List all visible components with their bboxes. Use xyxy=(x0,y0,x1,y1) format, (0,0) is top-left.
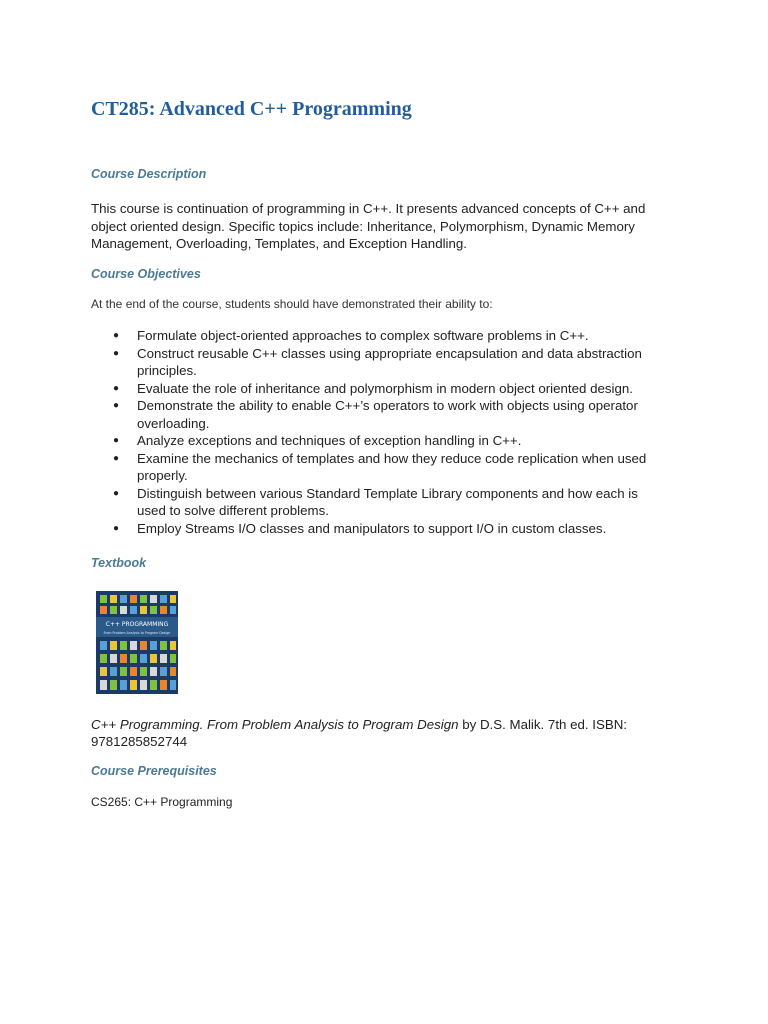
textbook-title: C++ Programming. From Problem Analysis to Program Design xyxy=(91,717,459,732)
description-line: This course is continuation of programming in C++. It presents advanced concepts of C++ and xyxy=(91,201,646,216)
objective-text: used to solve different problems. xyxy=(137,503,329,518)
prerequisite-text: CS265: C++ Programming xyxy=(91,795,233,809)
list-item xyxy=(0,397,646,432)
objective-text: Evaluate the role of inheritance and polymorphism in modern object oriented design. xyxy=(137,380,633,396)
objective-text: Examine the mechanics of templates and how they reduce code replication when used xyxy=(137,450,647,466)
objective-text: Employ Streams I/O classes and manipulators to support I/O in custom classes. xyxy=(137,520,607,536)
objective-text: Formulate object-oriented approaches to complex software problems in C++. xyxy=(137,328,589,343)
course-description-text xyxy=(91,200,645,253)
objective-text: Demonstrate the ability to enable C++’s operators to work with objects using operator xyxy=(137,398,638,413)
course-prerequisites-heading: Course Prerequisites xyxy=(91,764,217,778)
course-description-heading: Course Description xyxy=(91,167,207,181)
objective-text: principles. xyxy=(137,363,197,378)
bullet-icon: ● xyxy=(113,487,120,499)
textbook-heading: Textbook xyxy=(91,556,147,570)
bullet-icon: ● xyxy=(113,452,120,464)
objective-text: overloading. xyxy=(137,415,210,431)
bullet-icon: ● xyxy=(113,435,120,446)
textbook-cover-graphic xyxy=(96,591,178,694)
cover-subtitle-text: From Problem Analysis to Program Design xyxy=(103,631,171,635)
list-item xyxy=(0,345,646,380)
textbook-author-edition: by D.S. Malik. 7th ed. ISBN: xyxy=(458,717,628,732)
course-objectives-heading: Course Objectives xyxy=(91,267,201,281)
textbook-citation xyxy=(91,716,627,734)
bullet-icon: ● xyxy=(113,382,120,394)
bullet-icon: ● xyxy=(113,347,120,359)
list-item xyxy=(0,450,646,485)
list-item xyxy=(0,485,646,520)
description-line: object oriented design. Specific topics include: Inheritance, Polymorphism, Dynamic Memory xyxy=(91,218,635,234)
cover-title-text: C++ PROGRAMMING xyxy=(105,621,169,628)
description-line: Management, Overloading, Templates, and Exception Handling. xyxy=(91,236,467,251)
bullet-icon: ● xyxy=(113,400,120,411)
list-item xyxy=(0,380,646,398)
list-item xyxy=(0,327,646,345)
bullet-icon: ● xyxy=(113,522,120,534)
objective-text: Analyze exceptions and techniques of exception handling in C++. xyxy=(137,433,522,448)
objective-text: Construct reusable C++ classes using appropriate encapsulation and data abstraction xyxy=(137,345,642,361)
textbook-isbn: 9781285852744 xyxy=(91,734,188,749)
textbook-cover-image xyxy=(96,591,178,694)
objectives-intro: At the end of the course, students should have demonstrated their ability to: xyxy=(91,297,493,311)
bullet-icon: ● xyxy=(113,330,120,341)
list-item xyxy=(0,432,646,450)
objective-text: Distinguish between various Standard Template Library components and how each is xyxy=(137,485,638,501)
objective-text: properly. xyxy=(137,468,188,483)
objectives-list xyxy=(0,327,646,537)
list-item xyxy=(0,520,646,538)
course-title: CT285: Advanced C++ Programming xyxy=(91,98,412,120)
